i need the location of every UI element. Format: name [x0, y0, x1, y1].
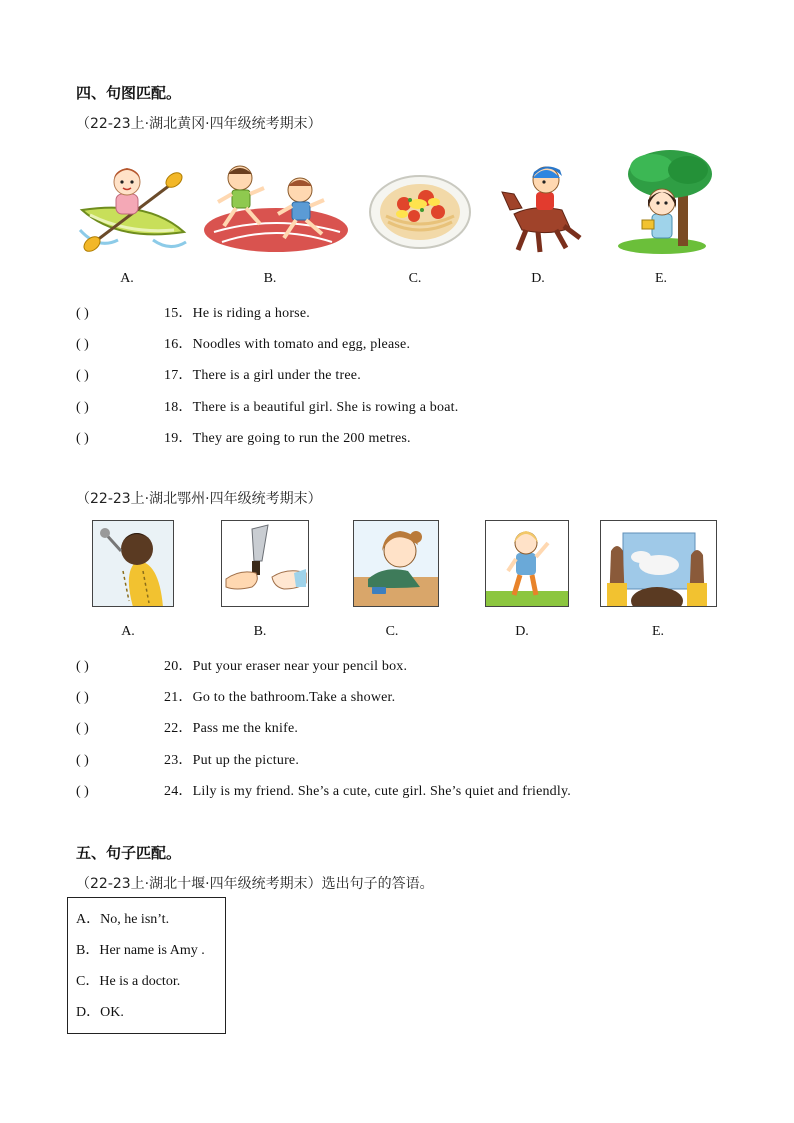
picture-girl-under-tree — [612, 146, 712, 254]
section5-title: 五、句子匹配。 — [76, 844, 182, 862]
group1-label-a: A. — [120, 271, 134, 286]
answer-blank[interactable]: ( ) — [76, 784, 89, 799]
answer-blank[interactable]: ( ) — [76, 659, 89, 674]
group2-label-d: D. — [515, 624, 529, 639]
section5-source: （22-23上·湖北十堰·四年级统考期末）选出句子的答语。 — [76, 876, 434, 892]
answer-options-box — [67, 897, 226, 1034]
option-c: C．He is a doctor. — [76, 974, 181, 989]
section4-title: 四、句图匹配。 — [76, 84, 182, 102]
question-21 — [76, 686, 395, 706]
question-18 — [76, 396, 458, 416]
question-17 — [76, 364, 361, 384]
question-22 — [76, 717, 298, 737]
group2-label-c: C. — [385, 624, 399, 639]
question-text: 23．Put up the picture. — [164, 753, 300, 768]
picture-passing-knife — [221, 520, 309, 607]
question-text: 22．Pass me the knife. — [164, 721, 299, 736]
group1-label-b: B. — [263, 271, 277, 286]
question-text: 16．Noodles with tomato and egg, please. — [164, 337, 411, 352]
question-text: 15．He is riding a horse. — [164, 306, 310, 321]
picture-hands-putting-up-picture — [600, 520, 717, 607]
answer-blank[interactable]: ( ) — [76, 431, 89, 446]
group2-label-b: B. — [253, 624, 267, 639]
picture-girl-waving — [485, 520, 569, 607]
question-text: 21．Go to the bathroom.Take a shower. — [164, 690, 396, 705]
group1-label-e: E. — [654, 271, 668, 286]
answer-blank[interactable]: ( ) — [76, 753, 89, 768]
question-24 — [76, 780, 571, 800]
question-text: 19．They are going to run the 200 metres. — [164, 431, 411, 446]
group2-label-a: A. — [121, 624, 135, 639]
question-23 — [76, 749, 299, 769]
option-b: B．Her name is Amy . — [76, 943, 205, 958]
answer-blank[interactable]: ( ) — [76, 721, 89, 736]
question-text: 20．Put your eraser near your pencil box. — [164, 659, 408, 674]
answer-blank[interactable]: ( ) — [76, 690, 89, 705]
question-20 — [76, 655, 407, 675]
answer-blank[interactable]: ( ) — [76, 400, 89, 415]
answer-blank[interactable]: ( ) — [76, 306, 89, 321]
group1-label-c: C. — [408, 271, 422, 286]
picture-noodles-tomato-egg — [368, 172, 473, 252]
question-text: 17．There is a girl under the tree. — [164, 368, 361, 383]
question-16 — [76, 333, 410, 353]
picture-boy-in-shower — [92, 520, 174, 607]
group1-source: （22-23上·湖北黄冈·四年级统考期末） — [76, 116, 322, 132]
answer-blank[interactable]: ( ) — [76, 368, 89, 383]
question-15 — [76, 302, 310, 322]
question-19 — [76, 427, 411, 447]
picture-boy-riding-horse — [500, 158, 588, 258]
picture-girl-with-eraser — [353, 520, 439, 607]
picture-boys-running-race — [204, 160, 349, 255]
question-text: 24．Lily is my friend. She’s a cute, cute girl. She’s quiet and friendly. — [164, 784, 571, 799]
picture-girl-rowing-boat — [78, 160, 188, 255]
group2-label-e: E. — [651, 624, 665, 639]
answer-blank[interactable]: ( ) — [76, 337, 89, 352]
option-a: A．No, he isn’t. — [76, 912, 170, 927]
group1-label-d: D. — [531, 271, 545, 286]
question-text: 18．There is a beautiful girl. She is rowing a boat. — [164, 400, 459, 415]
group2-source: （22-23上·湖北鄂州·四年级统考期末） — [76, 491, 322, 507]
option-d: D．OK. — [76, 1005, 124, 1020]
